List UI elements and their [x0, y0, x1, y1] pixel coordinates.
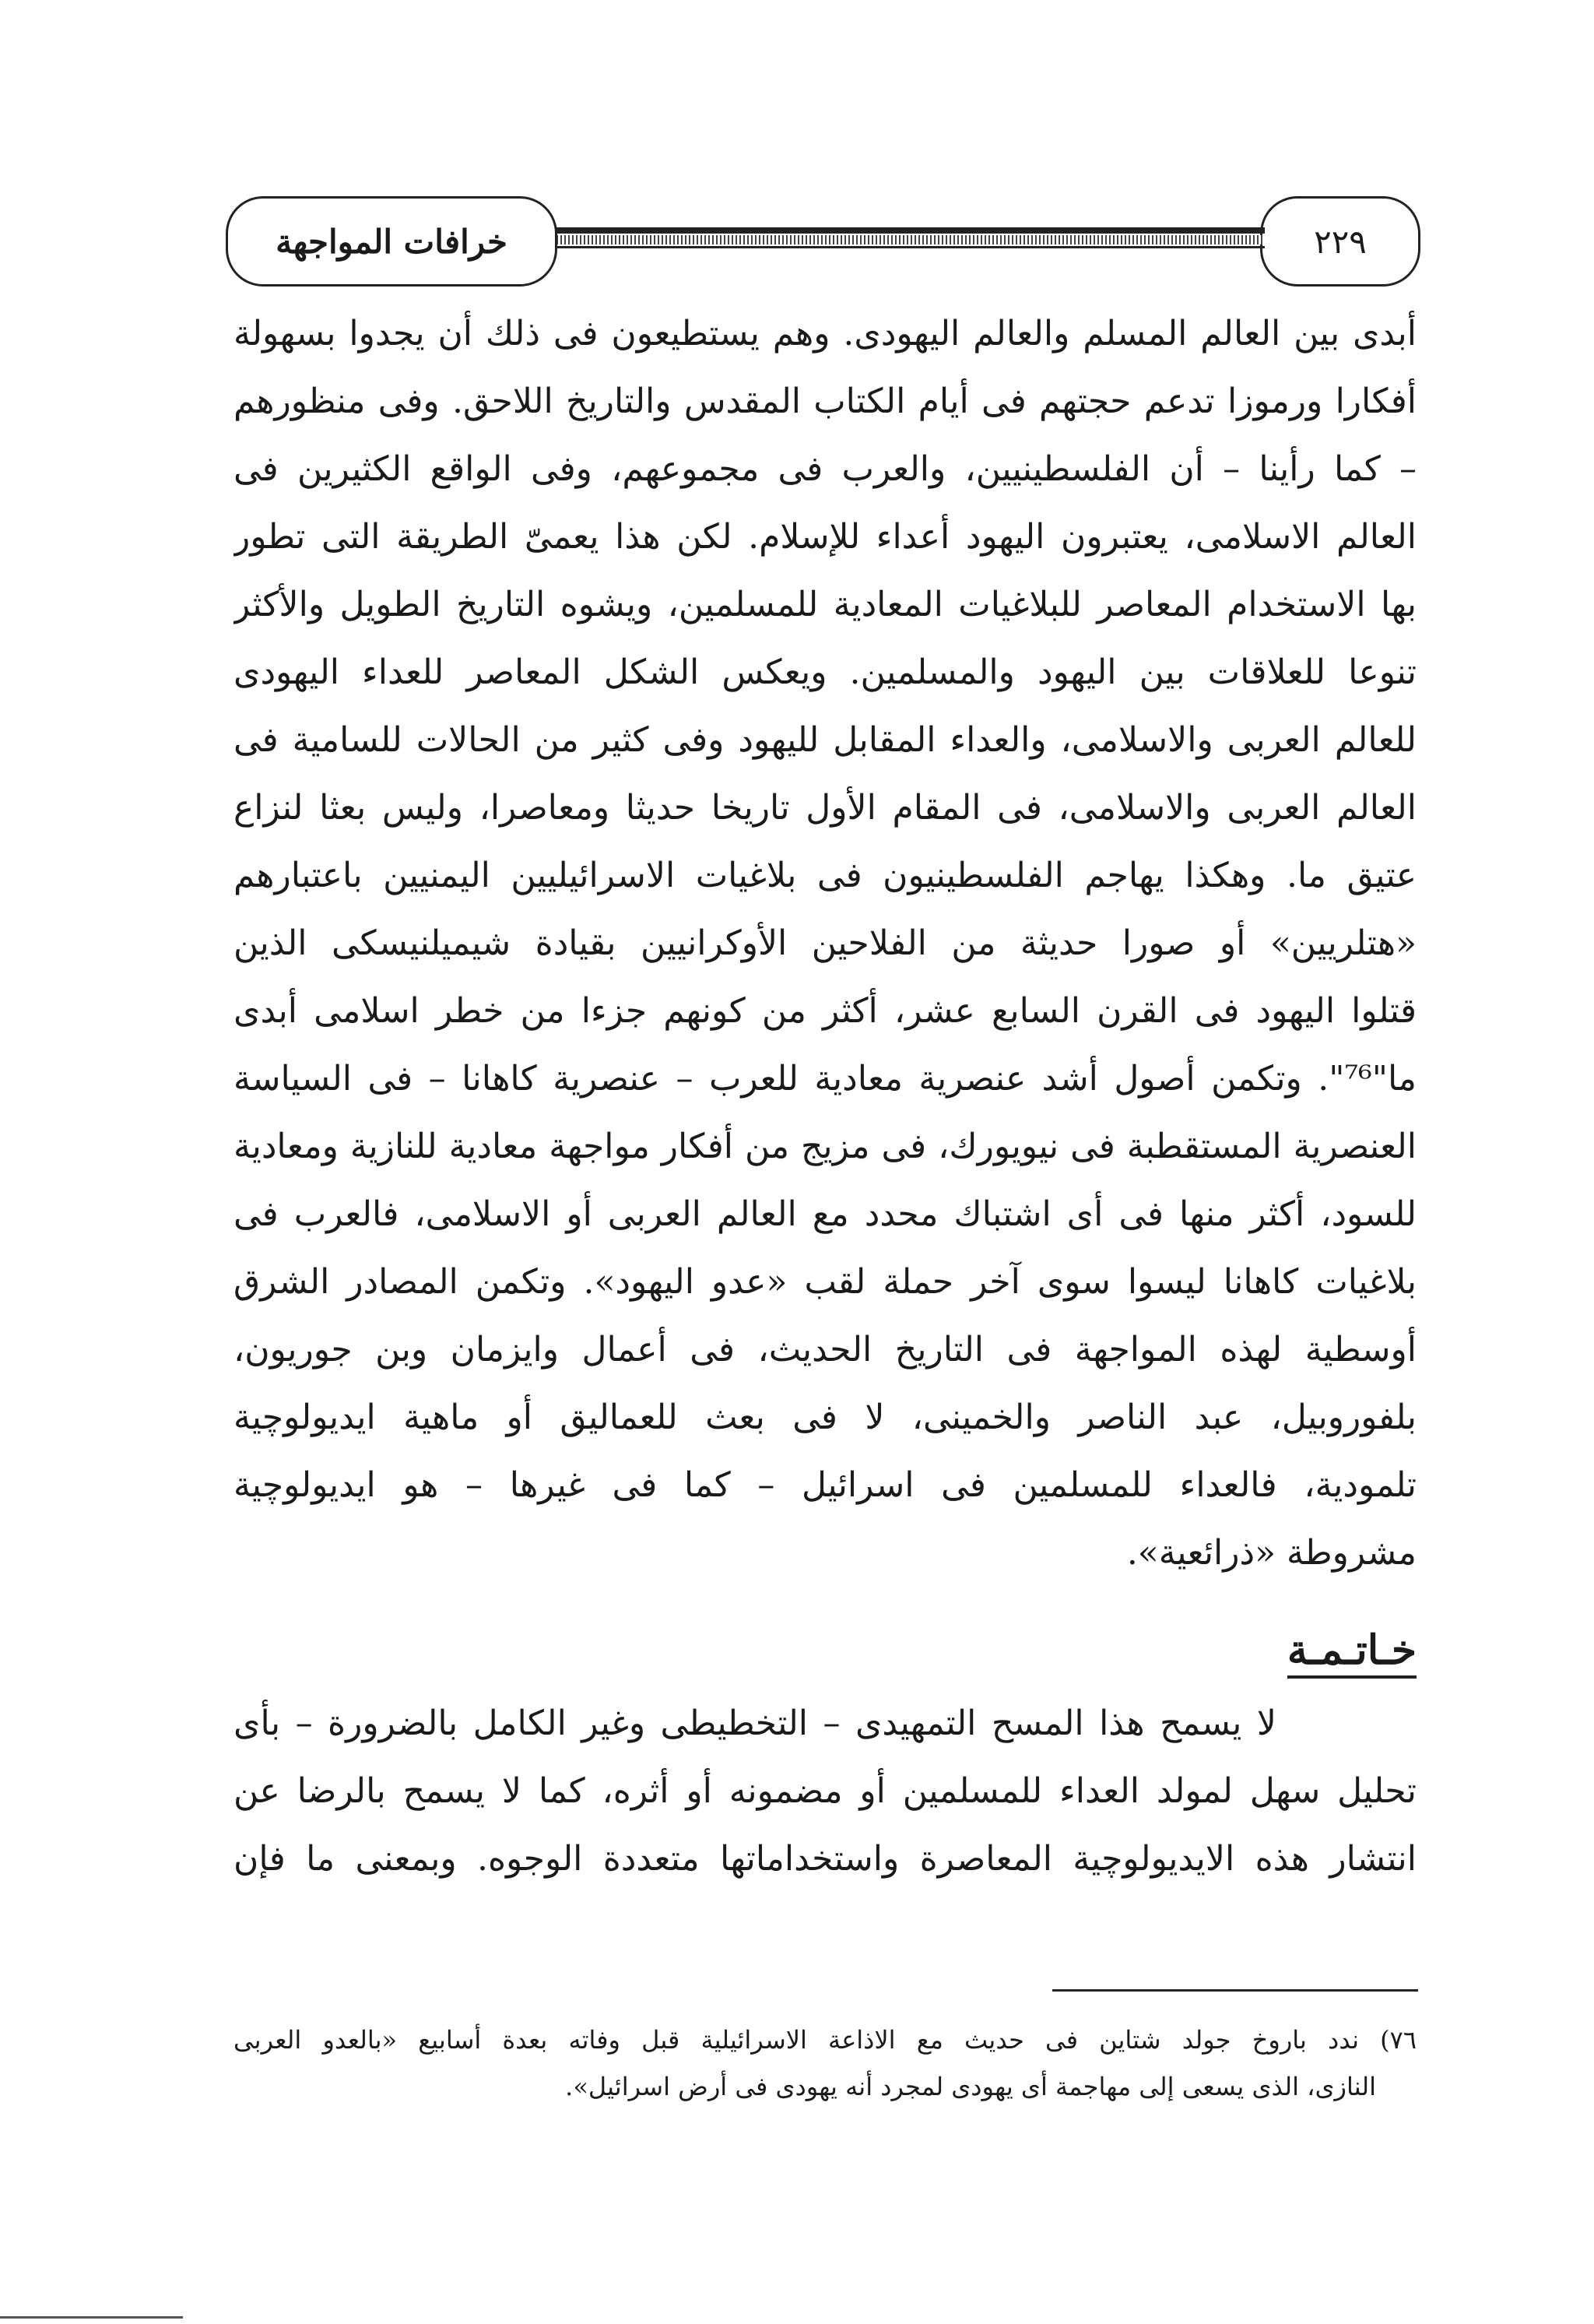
body-line: أبدى بين العالم المسلم والعالم اليهودى. وهم يستطيعون فى ذلك أن يجدوا بسهولة — [233, 314, 1417, 353]
conclusion-line: تحليل سهل لمولد العداء للمسلمين أو مضمونه أو أثره، كما لا يسمح بالرضا عن — [233, 1771, 1417, 1811]
page-number: ٢٢٩ — [1260, 196, 1420, 287]
section-heading-underline — [1287, 1675, 1417, 1679]
body-line: العالم العربى والاسلامى، فى المقام الأول تاريخا حديثا ومعاصرا، وليس بعثا لنزاع — [233, 788, 1417, 828]
header-ornamental-rule — [553, 227, 1265, 251]
header-rule-pattern — [553, 235, 1265, 244]
footnote-line: ٧٦) ندد باروخ جولد شتاين فى حديث مع الاذاعة الاسرائيلية قبل وفاته بعدة أسابيع «بالعدو العربى — [233, 2025, 1417, 2055]
body-line: – كما رأينا – أن الفلسطينيين، والعرب فى مجموعهم، وفى الواقع الكثيرين فى — [233, 449, 1417, 489]
footnotes — [233, 2016, 1417, 2110]
body-line: ما"⁷⁶". وتكمن أصول أشد عنصرية معادية للعرب – عنصرية كاهانا – فى السياسة — [233, 1059, 1417, 1099]
body-line: العالم الاسلامى، يعتبرون اليهود أعداء للإسلام. لكن هذا يعمىّ الطريقة التى تطور — [233, 517, 1417, 557]
header-rule-thick — [553, 227, 1265, 234]
body-line: أوسطية لهذه المواجهة فى التاريخ الحديث، فى أعمال وايزمان وبن جوريون، — [233, 1330, 1417, 1369]
body-line: قتلوا اليهود فى القرن السابع عشر، أكثر من كونهم جزءا من خطر اسلامى أبدى — [233, 991, 1417, 1031]
body-line: أفكارا ورموزا تدعم حجتهم فى أيام الكتاب المقدس والتاريخ اللاحق. وفى منظورهم — [233, 381, 1417, 421]
header-rule-thin — [553, 246, 1265, 248]
body-line: مشروطة «ذرائعية». — [1126, 1533, 1417, 1573]
body-line: تلمودية، فالعداء للمسلمين فى اسرائيل – كما فى غيرها – هو ايديولوچية — [233, 1465, 1417, 1505]
body-line: تنوعا للعلاقات بين اليهود والمسلمين. ويعكس الشكل المعاصر للعداء اليهودى — [233, 652, 1417, 692]
conclusion-line: انتشار هذه الايديولوچية المعاصرة واستخداماتها متعددة الوجوه. وبمعنى ما فإن — [233, 1839, 1417, 1879]
body-line: بها الاستخدام المعاصر للبلاغيات المعادية للمسلمين، ويشوه التاريخ الطويل والأكثر — [233, 585, 1417, 624]
body-line: بلفوروبيل، عبد الناصر والخمينى، لا فى بعث للعماليق أو ماهية ايديولوچية — [233, 1398, 1417, 1437]
footnote-separator — [1052, 1989, 1418, 1992]
running-title: خرافات المواجهة — [226, 196, 557, 287]
conclusion-paragraph — [233, 1689, 1417, 1893]
body-line: للعالم العربى والاسلامى، والعداء المقابل لليهود وفى كثير من الحالات للسامية فى — [233, 720, 1417, 760]
footnote-line: النازى، الذى يسعى إلى مهاجمة أى يهودى لمجرد أنه يهودى فى أرض اسرائيل». — [565, 2072, 1376, 2101]
body-line: عتيق ما. وهكذا يهاجم الفلسطينيون فى بلاغيات الاسرائيليين اليمنيين باعتبارهم — [233, 856, 1417, 895]
conclusion-line: لا يسمح هذا المسح التمهيدى – التخطيطى وغير الكامل بالضرورة – بأى — [233, 1703, 1276, 1743]
body-line: للسود، أكثر منها فى أى اشتباك محدد مع العالم العربى أو الاسلامى، فالعرب فى — [233, 1194, 1417, 1234]
body-line: «هتلريين» أو صورا حديثة من الفلاحين الأوكرانيين بقيادة شيميلنيسكى الذين — [233, 923, 1417, 963]
body-line: العنصرية المستقطبة فى نيويورك، فى مزيج من أفكار مواجهة معادية للنازية ومعادية — [233, 1127, 1417, 1166]
bottom-edge-mark — [0, 2316, 183, 2319]
body-line: بلاغيات كاهانا ليسوا سوى آخر حملة لقب «عدو اليهود». وتكمن المصادر الشرق — [233, 1262, 1417, 1302]
page-header — [226, 196, 1420, 286]
body-paragraph — [233, 300, 1417, 1587]
section-heading-text: خـاتـمـة — [1287, 1626, 1417, 1674]
section-heading — [1287, 1627, 1417, 1679]
